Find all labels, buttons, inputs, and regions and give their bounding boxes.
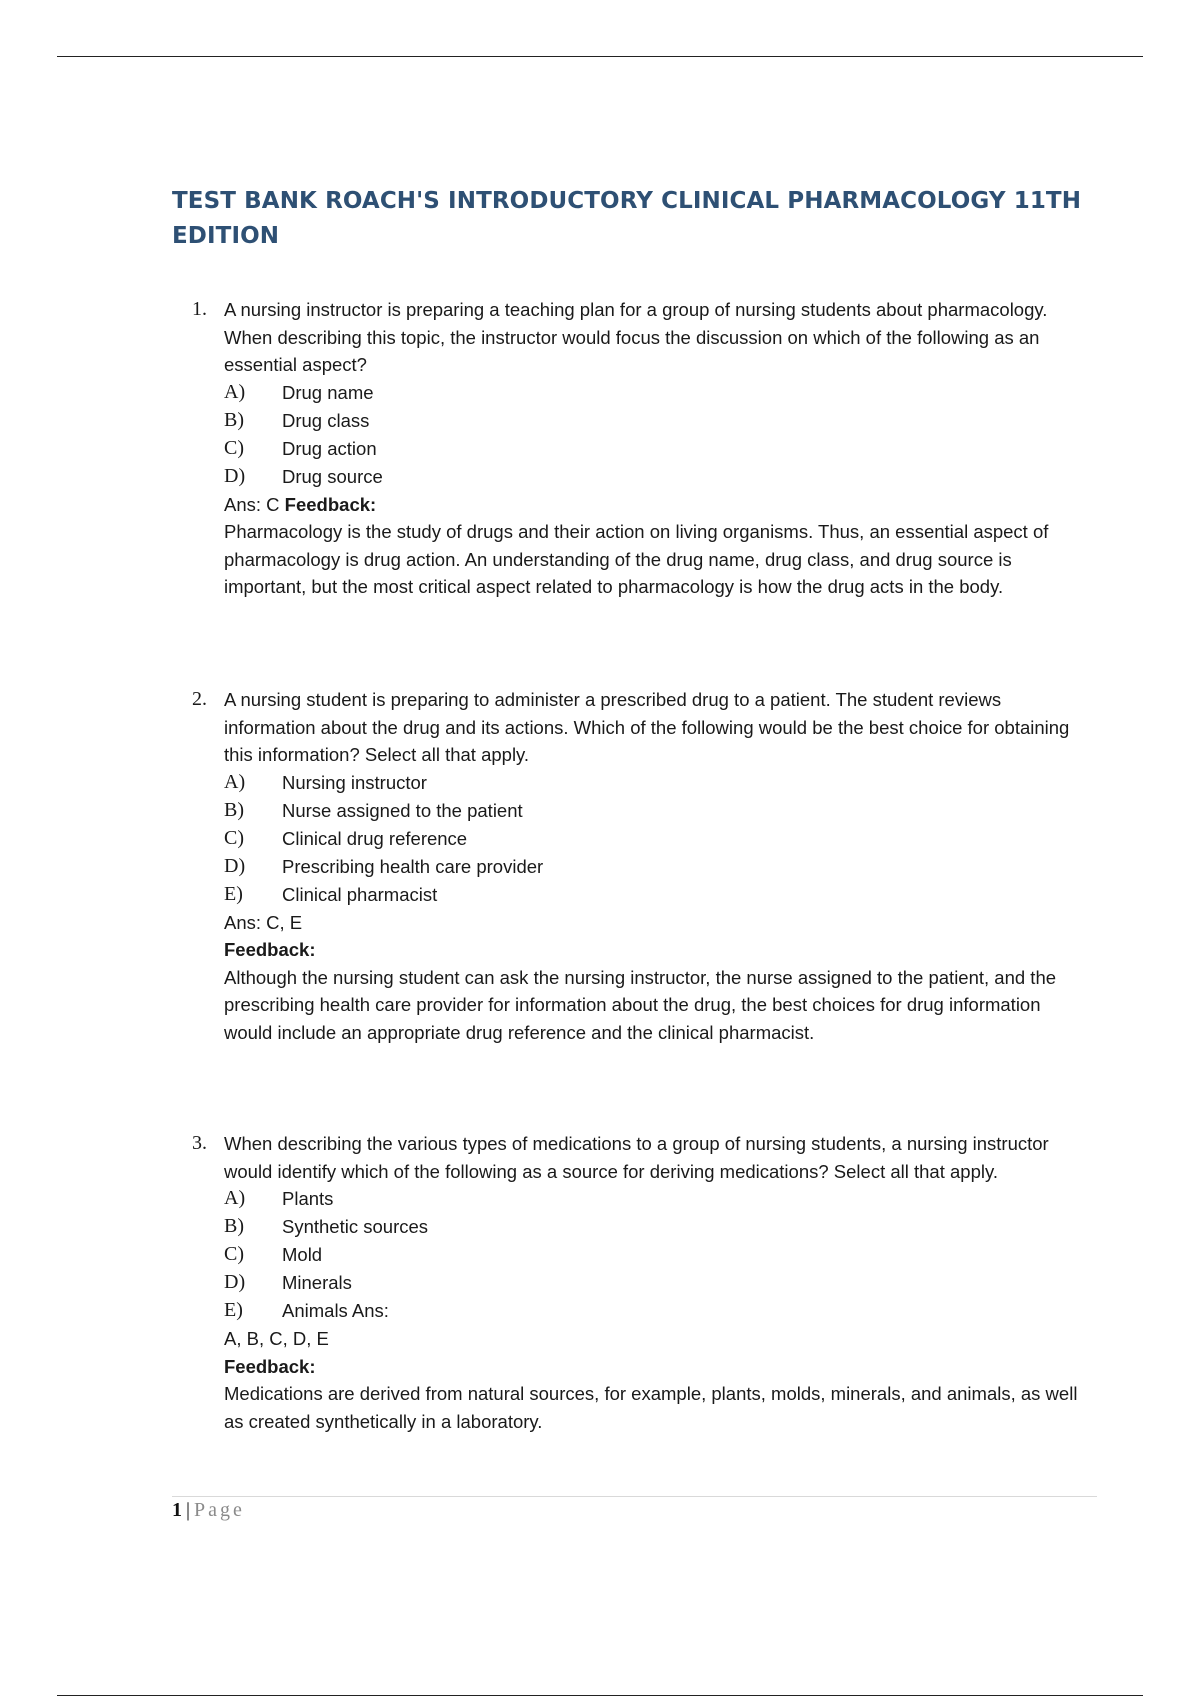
top-rule bbox=[57, 56, 1143, 57]
option bbox=[224, 1297, 1092, 1325]
page-footer bbox=[172, 1499, 245, 1522]
option-letter: B) bbox=[224, 1215, 244, 1237]
page-label: Page bbox=[194, 1499, 245, 1521]
footer-separator: | bbox=[186, 1499, 191, 1521]
option-letter: D) bbox=[224, 464, 246, 487]
option-text: Drug name bbox=[282, 381, 374, 403]
question-3 bbox=[192, 1130, 1092, 1435]
option-text: Synthetic sources bbox=[282, 1216, 429, 1237]
option-text: Prescribing health care provider bbox=[282, 855, 544, 877]
option bbox=[224, 1241, 1092, 1269]
option-letter: A) bbox=[224, 1187, 246, 1209]
option-letter: C) bbox=[224, 436, 244, 459]
option-text: Drug source bbox=[282, 465, 383, 487]
footer-rule bbox=[172, 1496, 1097, 1497]
option-letter: A) bbox=[224, 770, 246, 793]
question-number: 1. bbox=[192, 298, 207, 320]
answer: Ans: C, E bbox=[224, 911, 303, 933]
document-title: TEST BANK ROACH'S INTRODUCTORY CLINICAL PHARMACOLOGY 11TH EDITION bbox=[172, 188, 1082, 249]
option bbox=[224, 769, 1092, 797]
option bbox=[224, 463, 1092, 491]
option-letter: C) bbox=[224, 1243, 244, 1265]
option-text: Animals Ans: bbox=[282, 1300, 389, 1321]
answer-line bbox=[224, 491, 1092, 519]
answer: A, B, C, D, E bbox=[224, 1328, 329, 1349]
option bbox=[224, 825, 1092, 853]
option-letter: E) bbox=[224, 1299, 243, 1321]
option bbox=[224, 435, 1092, 463]
question-2 bbox=[192, 686, 1092, 1046]
option-text: Clinical drug reference bbox=[282, 827, 468, 849]
question-1 bbox=[192, 296, 1092, 601]
question-text: When describing the various types of medications to a group of nursing students, a nursing instructor would identify which of the following as a source for deriving medications? Select all that apply. bbox=[224, 1133, 1049, 1182]
feedback-label: Feedback: bbox=[224, 939, 316, 960]
feedback-label: Feedback: bbox=[284, 493, 377, 515]
option-letter: C) bbox=[224, 826, 244, 849]
option-text: Nurse assigned to the patient bbox=[282, 799, 523, 821]
question-text: A nursing instructor is preparing a teaching plan for a group of nursing students about pharmacology. When describing this topic, the instructor would focus the discussion on which of the following as an essential aspect? bbox=[224, 299, 1048, 375]
answer: Ans: C bbox=[224, 493, 280, 515]
option-text: Drug class bbox=[282, 409, 370, 431]
feedback-text: Medications are derived from natural sources, for example, plants, molds, minerals, and animals, as well as created synthetically in a laboratory. bbox=[224, 1383, 1078, 1432]
option-letter: A) bbox=[224, 380, 246, 403]
option bbox=[224, 853, 1092, 881]
option-letter: D) bbox=[224, 854, 246, 877]
question-number: 2. bbox=[192, 688, 207, 710]
option-text: Minerals bbox=[282, 1272, 352, 1293]
bottom-rule bbox=[57, 1695, 1143, 1696]
option-text: Plants bbox=[282, 1188, 334, 1209]
option-text: Nursing instructor bbox=[282, 771, 427, 793]
option bbox=[224, 379, 1092, 407]
question-text: A nursing student is preparing to administer a prescribed drug to a patient. The student reviews information about the drug and its actions. Which of the following would be the best choice for obtaining this information? Select all that apply. bbox=[224, 689, 1070, 765]
option bbox=[224, 407, 1092, 435]
question-number: 3. bbox=[192, 1132, 207, 1154]
feedback-text: Although the nursing student can ask the nursing instructor, the nurse assigned to the patient, and the prescribing health care provider for information about the drug, the best choices for drug information would include an appropriate drug reference and the clinical pharmacist. bbox=[224, 966, 1057, 1043]
option-text: Drug action bbox=[282, 437, 377, 459]
option-letter: D) bbox=[224, 1271, 246, 1293]
option bbox=[224, 1213, 1092, 1241]
option bbox=[224, 881, 1092, 909]
option-letter: B) bbox=[224, 798, 244, 821]
option bbox=[224, 1185, 1092, 1213]
option-letter: E) bbox=[224, 882, 243, 905]
option-text: Mold bbox=[282, 1244, 323, 1265]
option bbox=[224, 797, 1092, 825]
option bbox=[224, 1269, 1092, 1297]
feedback-label: Feedback: bbox=[224, 1355, 316, 1377]
page-number: 1 bbox=[172, 1499, 182, 1521]
feedback-text: Pharmacology is the study of drugs and their action on living organisms. Thus, an essential aspect of pharmacology is drug action. An understanding of the drug name, drug class, and drug source is important, but the most critical aspect related to pharmacology is how the drug acts in the body. bbox=[224, 521, 1049, 597]
option-letter: B) bbox=[224, 408, 244, 431]
option-text: Clinical pharmacist bbox=[282, 883, 438, 905]
